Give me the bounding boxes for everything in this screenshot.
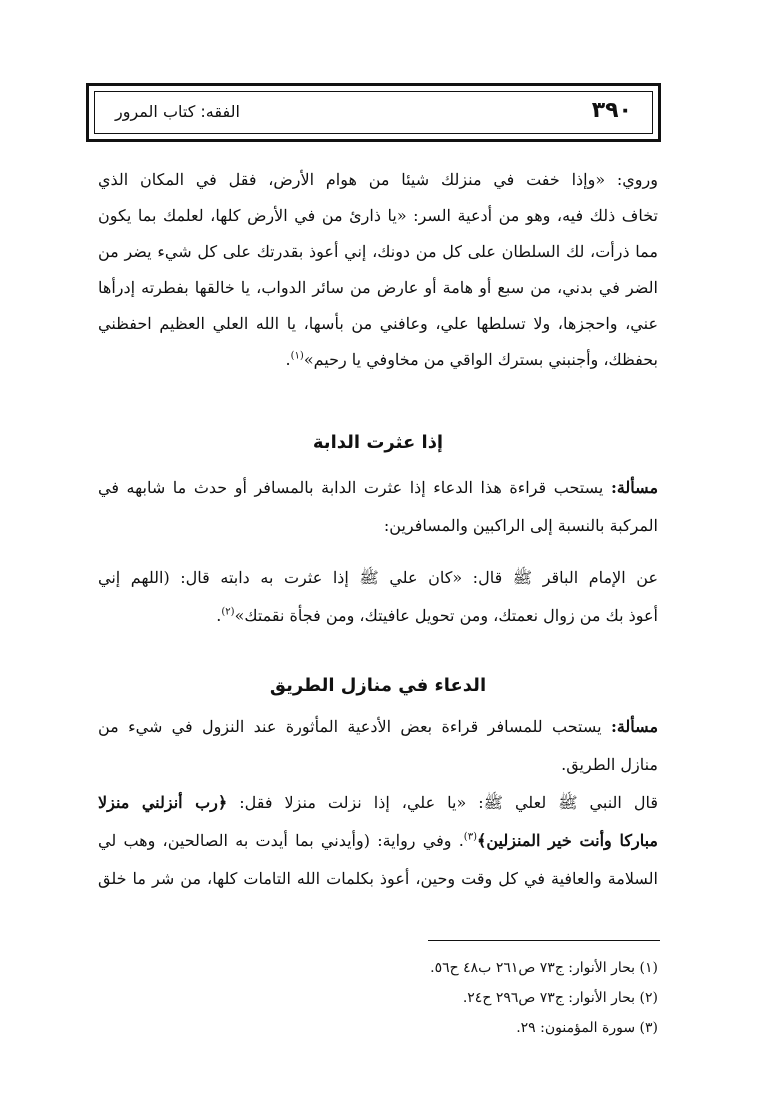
text-span: بحفظك، وأجنبني بسترك الواقي من مخاوفي يا رحيم»: [303, 350, 658, 369]
quran-verse: ﴿رب أنزلني منزلا: [98, 793, 228, 812]
issue-label: مسألة:: [610, 717, 659, 736]
text-line: [98, 831, 658, 861]
text-line: الضر في بدني، من سبع أو هامة أو عارض من سائر الدواب، يا خالقها بفطرته إدرأها: [98, 278, 658, 297]
footnote: (٢) بحار الأنوار: ج٧٣ ص٢٩٦ ح٢٤.: [462, 990, 658, 1006]
punctuation: .: [216, 606, 222, 625]
text-line: تخاف ذلك فيه، وهو من أدعية السر: «يا ذارئ من في الأرض كلها، لعلمك بما يكون: [98, 206, 658, 225]
text-line: [98, 606, 658, 636]
page-header-inner-frame: [94, 91, 653, 134]
text-line: وروي: «وإذا خفت في منزلك شيئا من هوام الأرض، فقل في المكان الذي: [98, 170, 658, 189]
page-number: ٣٩٠: [591, 98, 632, 123]
text-span: يستحب للمسافر قراءة بعض الأدعية المأثورة عند النزول في شيء من: [98, 717, 602, 736]
text-line: منازل الطريق.: [561, 755, 658, 774]
text-line: [98, 478, 658, 508]
footnote-marker: (٢): [221, 606, 235, 618]
punctuation: .: [285, 350, 291, 369]
footnote: (١) بحار الأنوار: ج٧٣ ص٢٦١ ب٤٨ ح٥٦.: [430, 960, 658, 976]
footnote-marker: (١): [290, 350, 304, 362]
running-title: الفقه: كتاب المرور: [115, 102, 240, 121]
issue-label: مسألة:: [610, 478, 659, 497]
footnote-separator: [428, 940, 660, 941]
text-line: عني، واحجزها، ولا تسلطها علي، وعافني من بأسها، يا الله العلي العظيم احفظني: [98, 314, 658, 333]
section-heading: الدعاء في منازل الطريق: [269, 675, 487, 696]
footnote-marker: (٣): [463, 831, 477, 843]
text-line: عن الإمام الباقر ﷺ قال: «كان علي ﷺ إذا عثرت به دابته قال: (اللهم إني: [98, 568, 658, 587]
page-header-frame: [86, 83, 661, 142]
section-heading: إذا عثرت الدابة: [312, 432, 444, 453]
text-span: قال النبي ﷺ لعلي ﷺ: «يا علي، إذا نزلت منزلا فقل:: [239, 793, 659, 812]
text-line: مما ذرأت، لك السلطان على كل من دونك، إني أعوذ بقدرتك على كل شيء يضر من: [98, 242, 659, 261]
text-span: أعوذ بك من زوال نعمتك، ومن تحويل عافيتك، ومن فجأة نقمتك»: [234, 606, 658, 625]
text-line: [98, 717, 658, 747]
text-line: المركبة بالنسبة إلى الراكبين والمسافرين:: [383, 516, 658, 535]
text-span: يستحب قراءة هذا الدعاء إذا عثرت الدابة بالمسافر أو حدث ما شابهه في: [98, 478, 604, 497]
text-span: . وفي رواية: (وأيدني بما أيدت به الصالحين، وهب لي: [98, 831, 464, 850]
quran-verse: مباركا وأنت خير المنزلين﴾: [476, 831, 658, 850]
footnote: (٣) سورة المؤمنون: ٢٩.: [516, 1020, 658, 1036]
text-line: [98, 350, 658, 380]
text-line: [98, 793, 658, 823]
text-line: السلامة والعافية في كل وقت وحين، أعوذ بكلمات الله التامات كلها، من شر ما خلق: [98, 869, 658, 888]
